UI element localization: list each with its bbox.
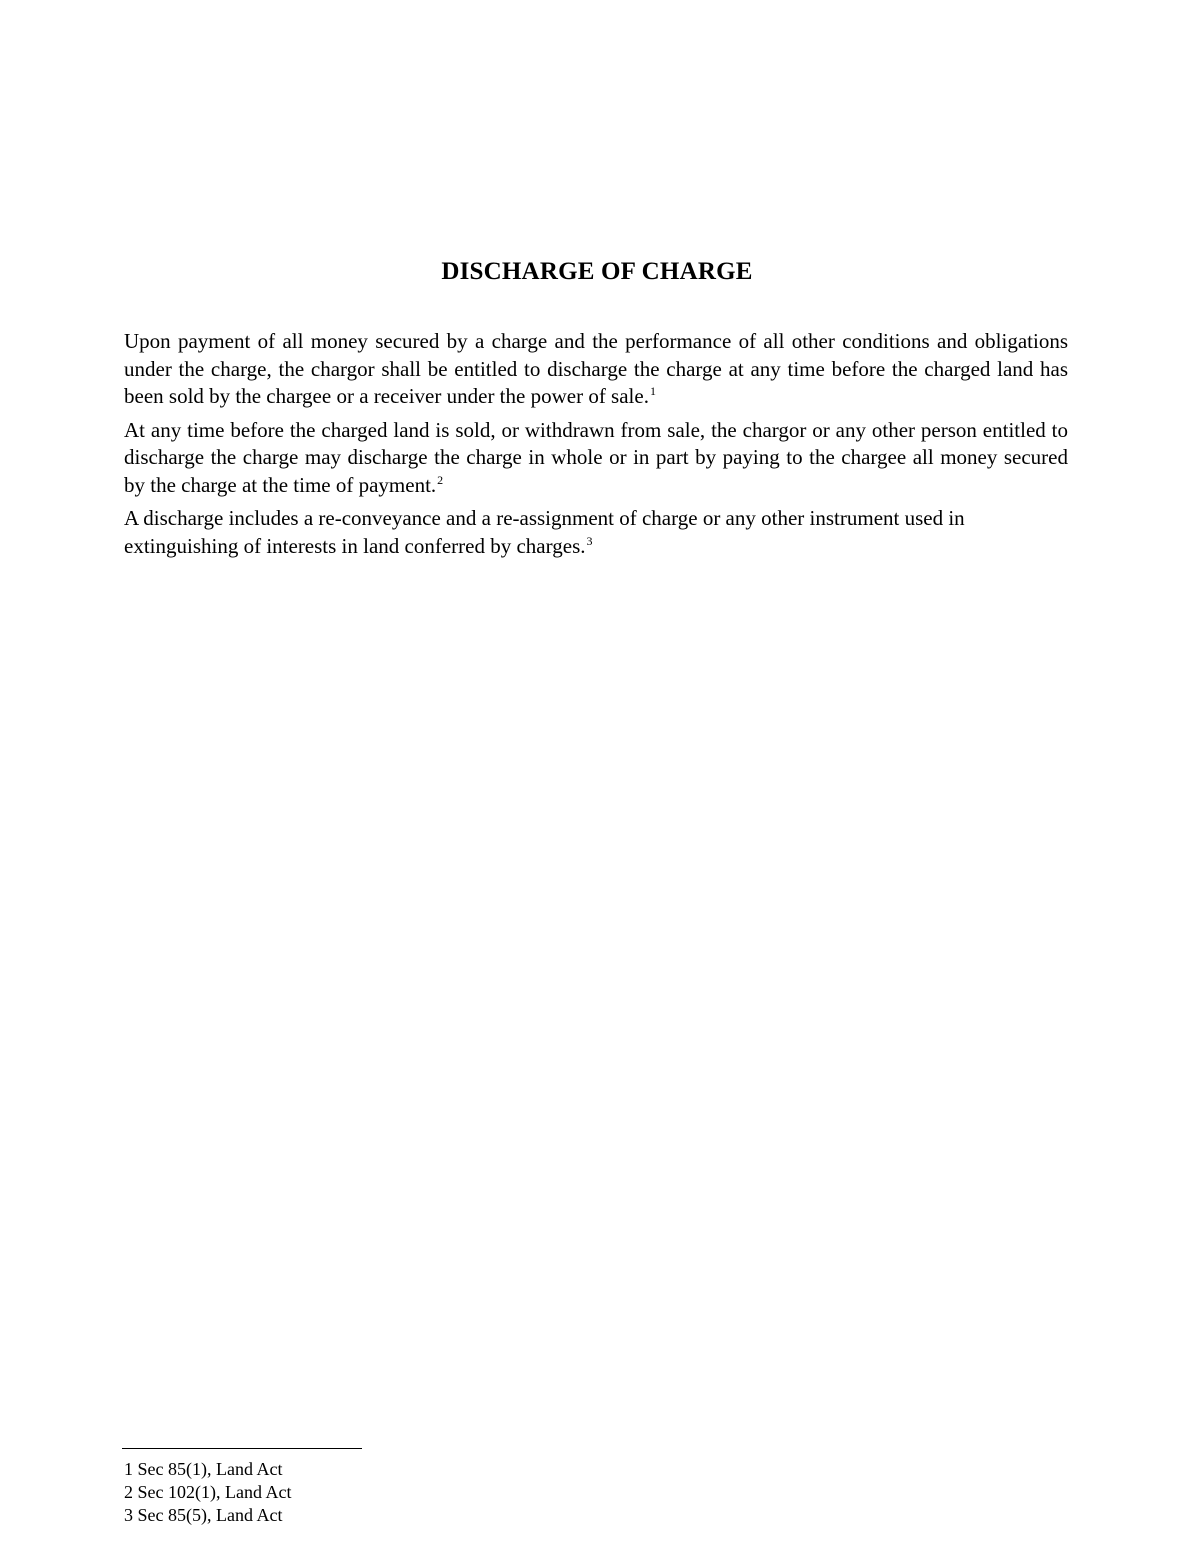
paragraph-2-text: At any time before the charged land is sold, or withdrawn from sale, the chargor or any other person entitled to discharge the charge may discharge the charge in whole or in part by paying to the chargee all money secured by the charge at the time of payment. [124,417,1068,497]
footnote-1: 1 Sec 85(1), Land Act [124,1459,283,1479]
footnote-separator [122,1448,362,1449]
footnote-ref-1[interactable]: 1 [649,384,656,398]
paragraph-3-text: A discharge includes a re-conveyance and a re-assignment of charge or any other instrument used in extinguishing of interests in land conferred by charges. [124,506,965,558]
document-title: DISCHARGE OF CHARGE [441,258,753,285]
document-body [124,328,1068,566]
footnote-ref-3[interactable]: 3 [586,533,593,548]
paragraph-2 [124,417,1068,500]
paragraph-1 [124,328,1068,411]
paragraph-1-text: Upon payment of all money secured by a charge and the performance of all other conditions and obligations under the charge, the chargor shall be entitled to discharge the charge at any time before the charged land has been sold by the chargee or a receiver under the power of sale. [124,329,1068,408]
footnote-ref-2[interactable]: 2 [437,472,444,487]
footnotes [124,1458,524,1527]
footnote-2: 2 Sec 102(1), Land Act [124,1482,292,1502]
paragraph-3 [124,505,1068,560]
footnote-3: 3 Sec 85(5), Land Act [124,1505,283,1525]
